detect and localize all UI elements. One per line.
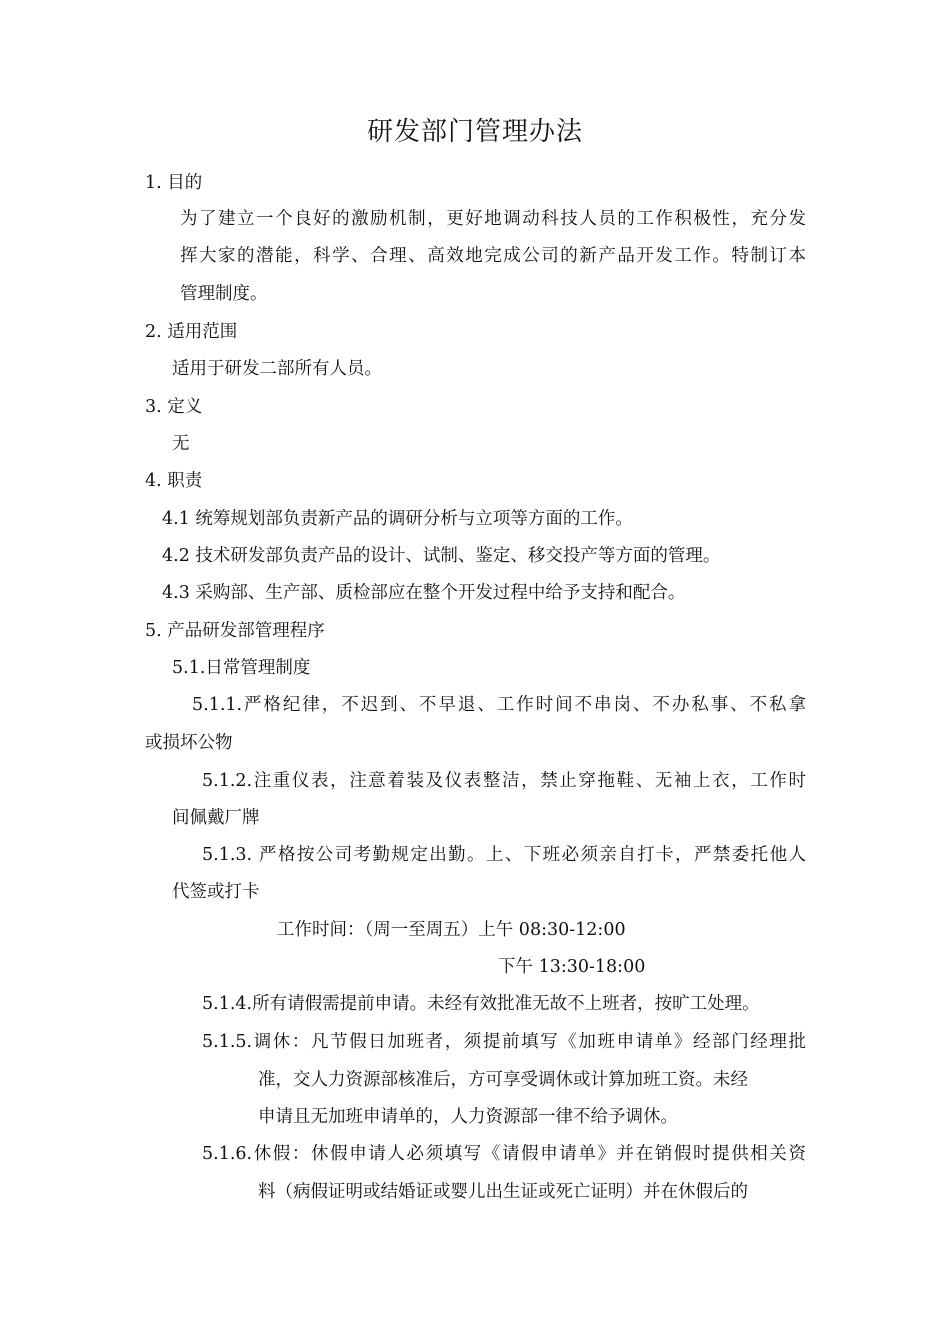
purpose-text-line: 挥大家的潜能，科学、合理、高效地完成公司的新产品开发工作。特制订本 bbox=[180, 246, 806, 266]
section-heading-definition: 3. 定义 bbox=[145, 397, 203, 417]
responsibility-item: 4.1 统筹规划部负责新产品的调研分析与立项等方面的工作。 bbox=[162, 509, 633, 529]
rule-text-line: 5.1.2.注重仪表，注意着装及仪表整洁，禁止穿拖鞋、无袖上衣，工作时 bbox=[202, 771, 806, 791]
rule-text-line: 代签或打卡 bbox=[172, 882, 260, 902]
rule-text-line: 间佩戴厂牌 bbox=[172, 808, 260, 828]
rule-text-line: 5.1.4.所有请假需提前申请。未经有效批准无故不上班者，按旷工处理。 bbox=[202, 994, 760, 1014]
work-hours-morning: 工作时间：（周一至周五）上午 08:30-12:00 bbox=[277, 920, 626, 940]
responsibility-item: 4.3 采购部、生产部、质检部应在整个开发过程中给予支持和配合。 bbox=[162, 583, 686, 603]
purpose-text-line: 管理制度。 bbox=[180, 284, 268, 304]
rule-text-line: 准，交人力资源部核准后，方可享受调休或计算加班工资。未经 bbox=[258, 1070, 748, 1090]
page-title: 研发部门管理办法 bbox=[366, 117, 583, 147]
responsibility-item: 4.2 技术研发部负责产品的设计、试制、鉴定、移交投产等方面的管理。 bbox=[162, 546, 721, 566]
purpose-text-line: 为了建立一个良好的激励机制，更好地调动科技人员的工作积极性，充分发 bbox=[180, 209, 806, 229]
definition-text: 无 bbox=[172, 434, 190, 454]
section-heading-scope: 2. 适用范围 bbox=[145, 322, 238, 342]
section-heading-purpose: 1. 目的 bbox=[145, 173, 203, 193]
section-heading-responsibilities: 4. 职责 bbox=[145, 471, 203, 491]
rule-text-line: 5.1.5.调休：凡节假日加班者，须提前填写《加班申请单》经部门经理批 bbox=[202, 1032, 806, 1052]
rule-text-line: 5.1.1.严格纪律，不迟到、不早退、工作时间不串岗、不办私事、不私拿 bbox=[192, 695, 806, 715]
rule-text-line: 申请且无加班申请单的，人力资源部一律不给予调休。 bbox=[258, 1107, 678, 1127]
subsection-heading: 5.1.日常管理制度 bbox=[172, 658, 311, 678]
rule-text-line: 料（病假证明或结婚证或婴儿出生证或死亡证明）并在休假后的 bbox=[258, 1182, 748, 1202]
rule-text-line: 5.1.6.休假：休假申请人必须填写《请假申请单》并在销假时提供相关资 bbox=[202, 1144, 806, 1164]
scope-text: 适用于研发二部所有人员。 bbox=[172, 359, 382, 379]
rule-text-line: 5.1.3. 严格按公司考勤规定出勤。上、下班必须亲自打卡，严禁委托他人 bbox=[202, 845, 806, 865]
work-hours-afternoon: 下午 13:30-18:00 bbox=[498, 957, 646, 977]
section-heading-procedure: 5. 产品研发部管理程序 bbox=[145, 621, 325, 641]
rule-text-line: 或损坏公物 bbox=[145, 733, 233, 753]
